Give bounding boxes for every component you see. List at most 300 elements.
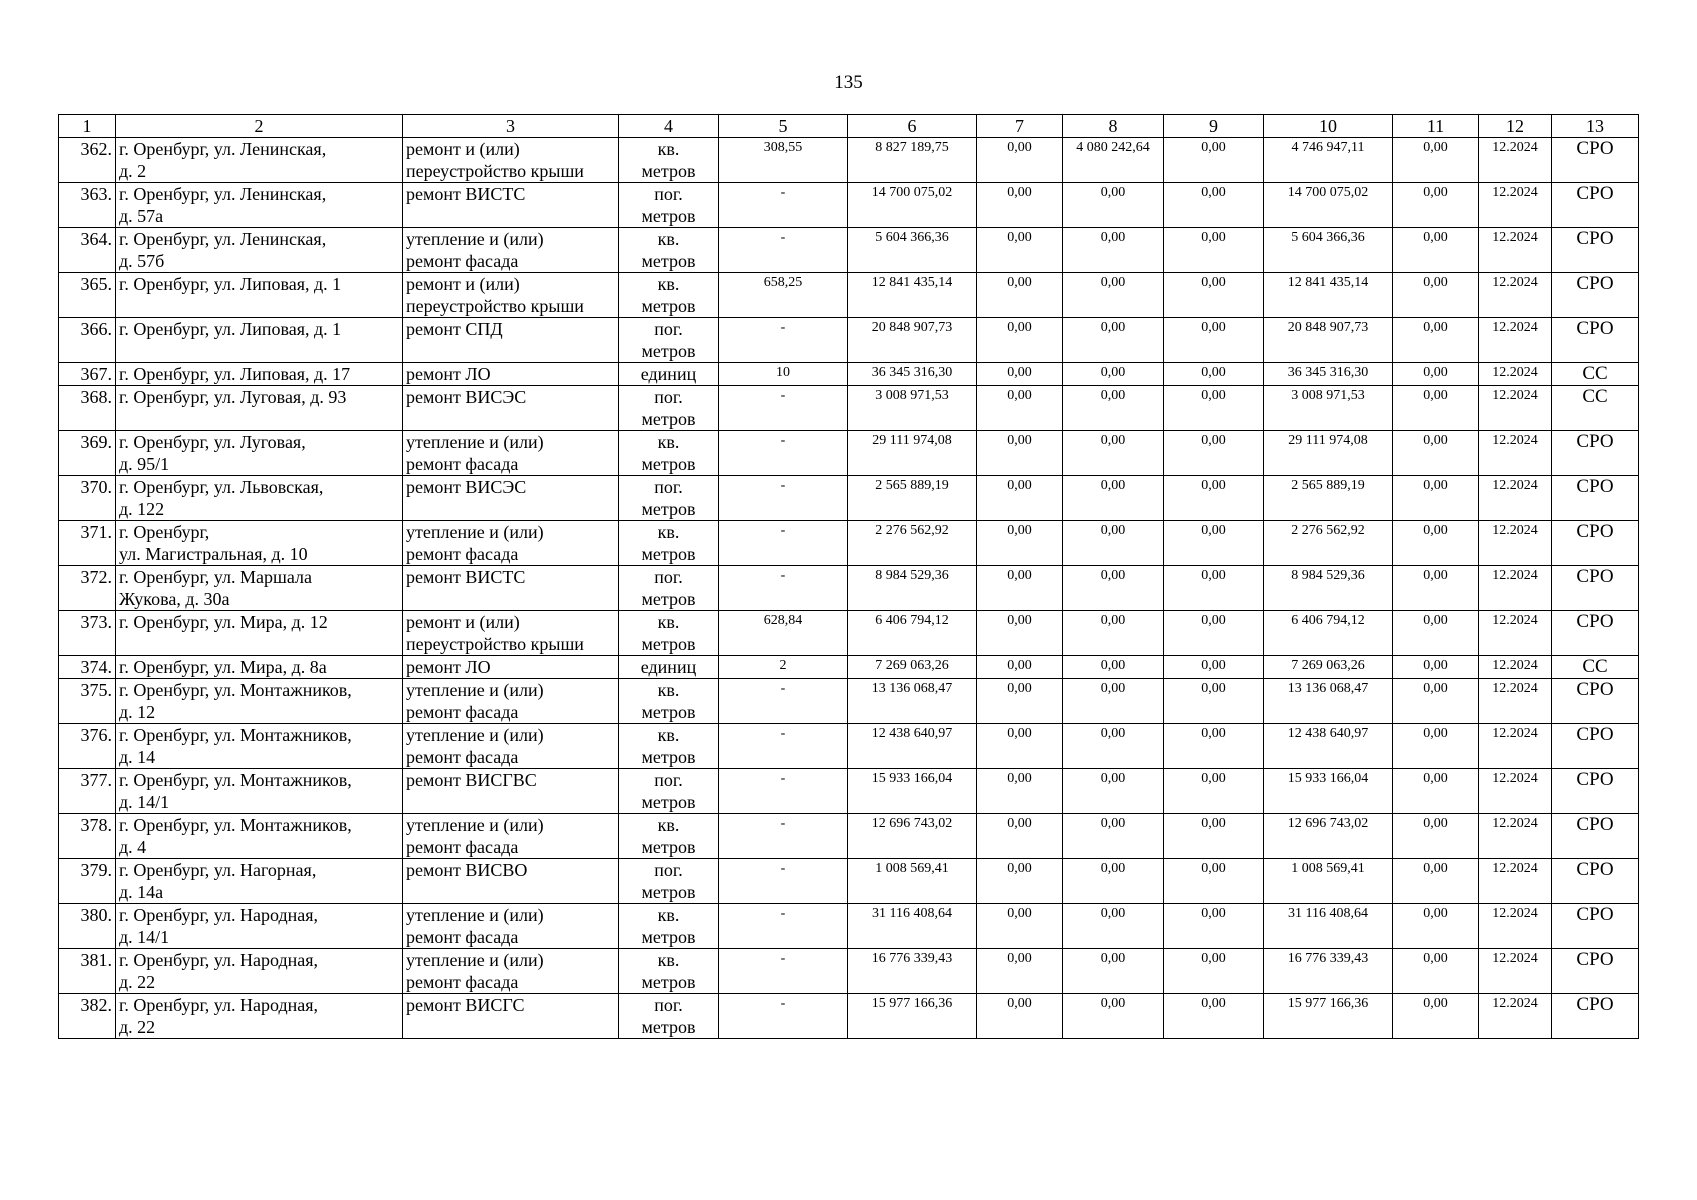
- col11-cell: 0,00: [1393, 386, 1479, 431]
- col10-cell: 31 116 408,64: [1264, 904, 1393, 949]
- col10-cell: 6 406 794,12: [1264, 611, 1393, 656]
- unit-line: кв.: [657, 432, 680, 452]
- address-line: г. Оренбург, ул. Монтажников,: [119, 815, 352, 835]
- col11-cell: 0,00: [1393, 476, 1479, 521]
- col7-cell: 0,00: [977, 431, 1063, 476]
- quantity-cell: 308,55: [719, 138, 848, 183]
- table-row: [59, 273, 1639, 318]
- col9-cell: 0,00: [1164, 904, 1264, 949]
- row-number: 364.: [59, 228, 116, 273]
- unit-line: метров: [641, 454, 696, 474]
- deadline-cell: 12.2024: [1479, 656, 1552, 679]
- col11-cell: 0,00: [1393, 138, 1479, 183]
- unit-cell: [619, 679, 719, 724]
- unit-line: метров: [641, 837, 696, 857]
- col10-cell: 2 276 562,92: [1264, 521, 1393, 566]
- work-type-cell: [403, 363, 619, 386]
- work-type-cell: [403, 994, 619, 1039]
- total-cost-cell: 2 276 562,92: [848, 521, 977, 566]
- quantity-cell: -: [719, 228, 848, 273]
- col9-cell: 0,00: [1164, 363, 1264, 386]
- col10-cell: 13 136 068,47: [1264, 679, 1393, 724]
- col10-cell: 12 438 640,97: [1264, 724, 1393, 769]
- col10-cell: 4 746 947,11: [1264, 138, 1393, 183]
- method-cell: СС: [1552, 386, 1639, 431]
- address-cell: [116, 859, 403, 904]
- col10-cell: 8 984 529,36: [1264, 566, 1393, 611]
- address-line: г. Оренбург, ул. Народная,: [119, 995, 319, 1015]
- work-type-line: утепление и (или): [406, 950, 544, 970]
- method-cell: СРО: [1552, 679, 1639, 724]
- work-type-line: ремонт и (или): [406, 274, 520, 294]
- quantity-cell: -: [719, 566, 848, 611]
- col8-cell: 0,00: [1063, 476, 1164, 521]
- table-row: [59, 656, 1639, 679]
- method-cell: СРО: [1552, 904, 1639, 949]
- col8-cell: 0,00: [1063, 386, 1164, 431]
- work-type-cell: [403, 679, 619, 724]
- address-cell: [116, 363, 403, 386]
- col8-cell: 0,00: [1063, 859, 1164, 904]
- address-line: г. Оренбург, ул. Маршала: [119, 567, 312, 587]
- work-type-line: утепление и (или): [406, 815, 544, 835]
- row-number: 369.: [59, 431, 116, 476]
- total-cost-cell: 20 848 907,73: [848, 318, 977, 363]
- deadline-cell: 12.2024: [1479, 566, 1552, 611]
- address-line: г. Оренбург, ул. Народная,: [119, 950, 319, 970]
- col9-cell: 0,00: [1164, 814, 1264, 859]
- col9-cell: 0,00: [1164, 656, 1264, 679]
- quantity-cell: -: [719, 994, 848, 1039]
- col7-cell: 0,00: [977, 318, 1063, 363]
- col9-cell: 0,00: [1164, 228, 1264, 273]
- quantity-cell: -: [719, 949, 848, 994]
- unit-cell: [619, 859, 719, 904]
- deadline-cell: 12.2024: [1479, 138, 1552, 183]
- unit-line: метров: [641, 341, 696, 361]
- method-cell: СРО: [1552, 859, 1639, 904]
- col8-cell: 0,00: [1063, 318, 1164, 363]
- address-line: г. Оренбург, ул. Луговая, д. 93: [119, 387, 347, 407]
- deadline-cell: 12.2024: [1479, 724, 1552, 769]
- unit-cell: [619, 363, 719, 386]
- row-number: 370.: [59, 476, 116, 521]
- column-header: 8: [1063, 115, 1164, 138]
- unit-cell: [619, 611, 719, 656]
- deadline-cell: 12.2024: [1479, 273, 1552, 318]
- col9-cell: 0,00: [1164, 994, 1264, 1039]
- total-cost-cell: 36 345 316,30: [848, 363, 977, 386]
- unit-cell: [619, 183, 719, 228]
- work-type-line: утепление и (или): [406, 680, 544, 700]
- unit-cell: [619, 656, 719, 679]
- repair-program-table: [58, 114, 1639, 1039]
- work-type-cell: [403, 769, 619, 814]
- unit-cell: [619, 814, 719, 859]
- unit-cell: [619, 521, 719, 566]
- address-line: д. 2: [119, 161, 147, 181]
- column-header: 6: [848, 115, 977, 138]
- work-type-line: ремонт фасада: [406, 747, 519, 767]
- col9-cell: 0,00: [1164, 431, 1264, 476]
- work-type-line: ремонт фасада: [406, 927, 519, 947]
- work-type-cell: [403, 138, 619, 183]
- col9-cell: 0,00: [1164, 859, 1264, 904]
- unit-cell: [619, 724, 719, 769]
- column-header: 7: [977, 115, 1063, 138]
- method-cell: СРО: [1552, 769, 1639, 814]
- address-line: д. 57б: [119, 251, 165, 271]
- deadline-cell: 12.2024: [1479, 431, 1552, 476]
- method-cell: СС: [1552, 656, 1639, 679]
- quantity-cell: -: [719, 859, 848, 904]
- address-line: г. Оренбург, ул. Луговая,: [119, 432, 306, 452]
- col10-cell: 12 841 435,14: [1264, 273, 1393, 318]
- row-number: 382.: [59, 994, 116, 1039]
- col11-cell: 0,00: [1393, 611, 1479, 656]
- unit-cell: [619, 273, 719, 318]
- unit-line: метров: [641, 589, 696, 609]
- table-row: [59, 949, 1639, 994]
- unit-cell: [619, 566, 719, 611]
- row-number: 368.: [59, 386, 116, 431]
- work-type-cell: [403, 521, 619, 566]
- address-cell: [116, 521, 403, 566]
- col10-cell: 3 008 971,53: [1264, 386, 1393, 431]
- table-row: [59, 611, 1639, 656]
- work-type-line: утепление и (или): [406, 905, 544, 925]
- address-line: г. Оренбург, ул. Народная,: [119, 905, 319, 925]
- work-type-line: ремонт фасада: [406, 972, 519, 992]
- unit-cell: [619, 138, 719, 183]
- unit-line: кв.: [657, 815, 680, 835]
- unit-line: метров: [641, 544, 696, 564]
- unit-line: пог.: [654, 387, 683, 407]
- quantity-cell: -: [719, 183, 848, 228]
- address-line: г. Оренбург, ул. Монтажников,: [119, 680, 352, 700]
- address-line: г. Оренбург,: [119, 522, 210, 542]
- col8-cell: 0,00: [1063, 904, 1164, 949]
- column-header: 12: [1479, 115, 1552, 138]
- total-cost-cell: 16 776 339,43: [848, 949, 977, 994]
- address-cell: [116, 814, 403, 859]
- unit-line: пог.: [654, 184, 683, 204]
- unit-line: кв.: [657, 905, 680, 925]
- address-cell: [116, 724, 403, 769]
- address-cell: [116, 994, 403, 1039]
- quantity-cell: 2: [719, 656, 848, 679]
- address-line: г. Оренбург, ул. Мира, д. 12: [119, 612, 328, 632]
- row-number: 380.: [59, 904, 116, 949]
- address-line: Жукова, д. 30а: [119, 589, 230, 609]
- col7-cell: 0,00: [977, 656, 1063, 679]
- column-header: 2: [116, 115, 403, 138]
- col7-cell: 0,00: [977, 904, 1063, 949]
- row-number: 372.: [59, 566, 116, 611]
- address-line: д. 14/1: [119, 927, 170, 947]
- deadline-cell: 12.2024: [1479, 318, 1552, 363]
- method-cell: СРО: [1552, 566, 1639, 611]
- quantity-cell: -: [719, 521, 848, 566]
- column-header: 4: [619, 115, 719, 138]
- method-cell: СРО: [1552, 476, 1639, 521]
- address-line: д. 4: [119, 837, 147, 857]
- quantity-cell: 658,25: [719, 273, 848, 318]
- total-cost-cell: 14 700 075,02: [848, 183, 977, 228]
- address-line: г. Оренбург, ул. Липовая, д. 1: [119, 319, 342, 339]
- col9-cell: 0,00: [1164, 566, 1264, 611]
- quantity-cell: -: [719, 814, 848, 859]
- method-cell: СРО: [1552, 431, 1639, 476]
- col7-cell: 0,00: [977, 521, 1063, 566]
- work-type-line: ремонт и (или): [406, 139, 520, 159]
- address-line: г. Оренбург, ул. Нагорная,: [119, 860, 317, 880]
- work-type-line: ремонт и (или): [406, 612, 520, 632]
- table-row: [59, 386, 1639, 431]
- total-cost-cell: 12 438 640,97: [848, 724, 977, 769]
- col10-cell: 20 848 907,73: [1264, 318, 1393, 363]
- col9-cell: 0,00: [1164, 611, 1264, 656]
- address-line: г. Оренбург, ул. Липовая, д. 17: [119, 364, 351, 384]
- col11-cell: 0,00: [1393, 904, 1479, 949]
- col7-cell: 0,00: [977, 814, 1063, 859]
- unit-line: пог.: [654, 567, 683, 587]
- work-type-line: ремонт ЛО: [406, 657, 491, 677]
- total-cost-cell: 15 977 166,36: [848, 994, 977, 1039]
- method-cell: СРО: [1552, 611, 1639, 656]
- work-type-cell: [403, 228, 619, 273]
- unit-line: единиц: [640, 657, 697, 677]
- unit-line: кв.: [657, 274, 680, 294]
- col9-cell: 0,00: [1164, 476, 1264, 521]
- col8-cell: 0,00: [1063, 769, 1164, 814]
- row-number: 377.: [59, 769, 116, 814]
- col11-cell: 0,00: [1393, 431, 1479, 476]
- col11-cell: 0,00: [1393, 228, 1479, 273]
- unit-line: метров: [641, 882, 696, 902]
- col7-cell: 0,00: [977, 363, 1063, 386]
- col11-cell: 0,00: [1393, 814, 1479, 859]
- col11-cell: 0,00: [1393, 994, 1479, 1039]
- col11-cell: 0,00: [1393, 949, 1479, 994]
- work-type-cell: [403, 859, 619, 904]
- work-type-cell: [403, 656, 619, 679]
- address-line: г. Оренбург, ул. Ленинская,: [119, 139, 327, 159]
- col7-cell: 0,00: [977, 611, 1063, 656]
- work-type-line: утепление и (или): [406, 432, 544, 452]
- table-row: [59, 994, 1639, 1039]
- row-number: 371.: [59, 521, 116, 566]
- work-type-line: ремонт СПД: [406, 319, 503, 339]
- work-type-line: ремонт ЛО: [406, 364, 491, 384]
- work-type-cell: [403, 318, 619, 363]
- work-type-line: утепление и (или): [406, 725, 544, 745]
- quantity-cell: 10: [719, 363, 848, 386]
- col8-cell: 0,00: [1063, 228, 1164, 273]
- quantity-cell: -: [719, 769, 848, 814]
- work-type-cell: [403, 183, 619, 228]
- col10-cell: 29 111 974,08: [1264, 431, 1393, 476]
- unit-line: метров: [641, 702, 696, 722]
- row-number: 376.: [59, 724, 116, 769]
- work-type-line: переустройство крыши: [406, 296, 584, 316]
- col8-cell: 0,00: [1063, 566, 1164, 611]
- column-header: 5: [719, 115, 848, 138]
- deadline-cell: 12.2024: [1479, 679, 1552, 724]
- col7-cell: 0,00: [977, 476, 1063, 521]
- work-type-line: ремонт ВИСЭС: [406, 387, 527, 407]
- col7-cell: 0,00: [977, 769, 1063, 814]
- col9-cell: 0,00: [1164, 318, 1264, 363]
- unit-cell: [619, 228, 719, 273]
- address-cell: [116, 679, 403, 724]
- col7-cell: 0,00: [977, 949, 1063, 994]
- address-cell: [116, 949, 403, 994]
- deadline-cell: 12.2024: [1479, 183, 1552, 228]
- total-cost-cell: 5 604 366,36: [848, 228, 977, 273]
- col11-cell: 0,00: [1393, 363, 1479, 386]
- col9-cell: 0,00: [1164, 138, 1264, 183]
- unit-line: метров: [641, 296, 696, 316]
- address-line: ул. Магистральная, д. 10: [119, 544, 308, 564]
- address-cell: [116, 904, 403, 949]
- unit-line: кв.: [657, 725, 680, 745]
- address-cell: [116, 228, 403, 273]
- row-number: 362.: [59, 138, 116, 183]
- address-line: г. Оренбург, ул. Ленинская,: [119, 184, 327, 204]
- unit-line: пог.: [654, 770, 683, 790]
- method-cell: СРО: [1552, 994, 1639, 1039]
- total-cost-cell: 31 116 408,64: [848, 904, 977, 949]
- col10-cell: 16 776 339,43: [1264, 949, 1393, 994]
- row-number: 378.: [59, 814, 116, 859]
- work-type-line: утепление и (или): [406, 522, 544, 542]
- address-line: д. 57а: [119, 206, 164, 226]
- col11-cell: 0,00: [1393, 679, 1479, 724]
- unit-line: метров: [641, 634, 696, 654]
- work-type-line: переустройство крыши: [406, 634, 584, 654]
- quantity-cell: -: [719, 476, 848, 521]
- table-row: [59, 228, 1639, 273]
- col7-cell: 0,00: [977, 724, 1063, 769]
- col9-cell: 0,00: [1164, 273, 1264, 318]
- row-number: 379.: [59, 859, 116, 904]
- col7-cell: 0,00: [977, 679, 1063, 724]
- method-cell: СРО: [1552, 724, 1639, 769]
- method-cell: СРО: [1552, 318, 1639, 363]
- work-type-cell: [403, 273, 619, 318]
- work-type-cell: [403, 386, 619, 431]
- table-row: [59, 363, 1639, 386]
- work-type-line: утепление и (или): [406, 229, 544, 249]
- table-row: [59, 521, 1639, 566]
- unit-line: пог.: [654, 319, 683, 339]
- address-cell: [116, 566, 403, 611]
- work-type-line: ремонт ВИСВО: [406, 860, 528, 880]
- total-cost-cell: 6 406 794,12: [848, 611, 977, 656]
- col7-cell: 0,00: [977, 994, 1063, 1039]
- row-number: 365.: [59, 273, 116, 318]
- col10-cell: 36 345 316,30: [1264, 363, 1393, 386]
- address-cell: [116, 318, 403, 363]
- work-type-cell: [403, 724, 619, 769]
- table-row: [59, 859, 1639, 904]
- column-header: 1: [59, 115, 116, 138]
- work-type-line: ремонт ВИСТС: [406, 567, 526, 587]
- col11-cell: 0,00: [1393, 273, 1479, 318]
- col9-cell: 0,00: [1164, 521, 1264, 566]
- unit-line: единиц: [640, 364, 697, 384]
- method-cell: СРО: [1552, 273, 1639, 318]
- total-cost-cell: 2 565 889,19: [848, 476, 977, 521]
- work-type-cell: [403, 431, 619, 476]
- column-number-row: [59, 115, 1639, 138]
- unit-cell: [619, 431, 719, 476]
- quantity-cell: -: [719, 318, 848, 363]
- column-header: 11: [1393, 115, 1479, 138]
- address-line: г. Оренбург, ул. Мира, д. 8а: [119, 657, 327, 677]
- col8-cell: 0,00: [1063, 949, 1164, 994]
- total-cost-cell: 12 841 435,14: [848, 273, 977, 318]
- unit-cell: [619, 476, 719, 521]
- col11-cell: 0,00: [1393, 656, 1479, 679]
- col8-cell: 0,00: [1063, 431, 1164, 476]
- table-row: [59, 183, 1639, 228]
- unit-line: кв.: [657, 950, 680, 970]
- col11-cell: 0,00: [1393, 769, 1479, 814]
- total-cost-cell: 8 827 189,75: [848, 138, 977, 183]
- unit-line: пог.: [654, 860, 683, 880]
- unit-line: метров: [641, 747, 696, 767]
- col7-cell: 0,00: [977, 386, 1063, 431]
- col7-cell: 0,00: [977, 183, 1063, 228]
- work-type-cell: [403, 814, 619, 859]
- row-number: 367.: [59, 363, 116, 386]
- work-type-line: ремонт фасада: [406, 837, 519, 857]
- deadline-cell: 12.2024: [1479, 994, 1552, 1039]
- work-type-line: ремонт фасада: [406, 702, 519, 722]
- deadline-cell: 12.2024: [1479, 521, 1552, 566]
- unit-line: метров: [641, 927, 696, 947]
- col10-cell: 15 977 166,36: [1264, 994, 1393, 1039]
- col10-cell: 1 008 569,41: [1264, 859, 1393, 904]
- address-line: д. 14/1: [119, 792, 170, 812]
- unit-cell: [619, 904, 719, 949]
- address-cell: [116, 769, 403, 814]
- total-cost-cell: 15 933 166,04: [848, 769, 977, 814]
- col11-cell: 0,00: [1393, 183, 1479, 228]
- address-cell: [116, 476, 403, 521]
- table-row: [59, 814, 1639, 859]
- deadline-cell: 12.2024: [1479, 611, 1552, 656]
- unit-line: кв.: [657, 680, 680, 700]
- quantity-cell: 628,84: [719, 611, 848, 656]
- col11-cell: 0,00: [1393, 859, 1479, 904]
- column-header: 13: [1552, 115, 1639, 138]
- total-cost-cell: 8 984 529,36: [848, 566, 977, 611]
- address-line: д. 122: [119, 499, 165, 519]
- quantity-cell: -: [719, 431, 848, 476]
- unit-cell: [619, 994, 719, 1039]
- method-cell: СРО: [1552, 814, 1639, 859]
- unit-line: метров: [641, 206, 696, 226]
- total-cost-cell: 13 136 068,47: [848, 679, 977, 724]
- unit-line: кв.: [657, 522, 680, 542]
- table-row: [59, 476, 1639, 521]
- unit-line: метров: [641, 251, 696, 271]
- unit-line: метров: [641, 499, 696, 519]
- method-cell: СС: [1552, 363, 1639, 386]
